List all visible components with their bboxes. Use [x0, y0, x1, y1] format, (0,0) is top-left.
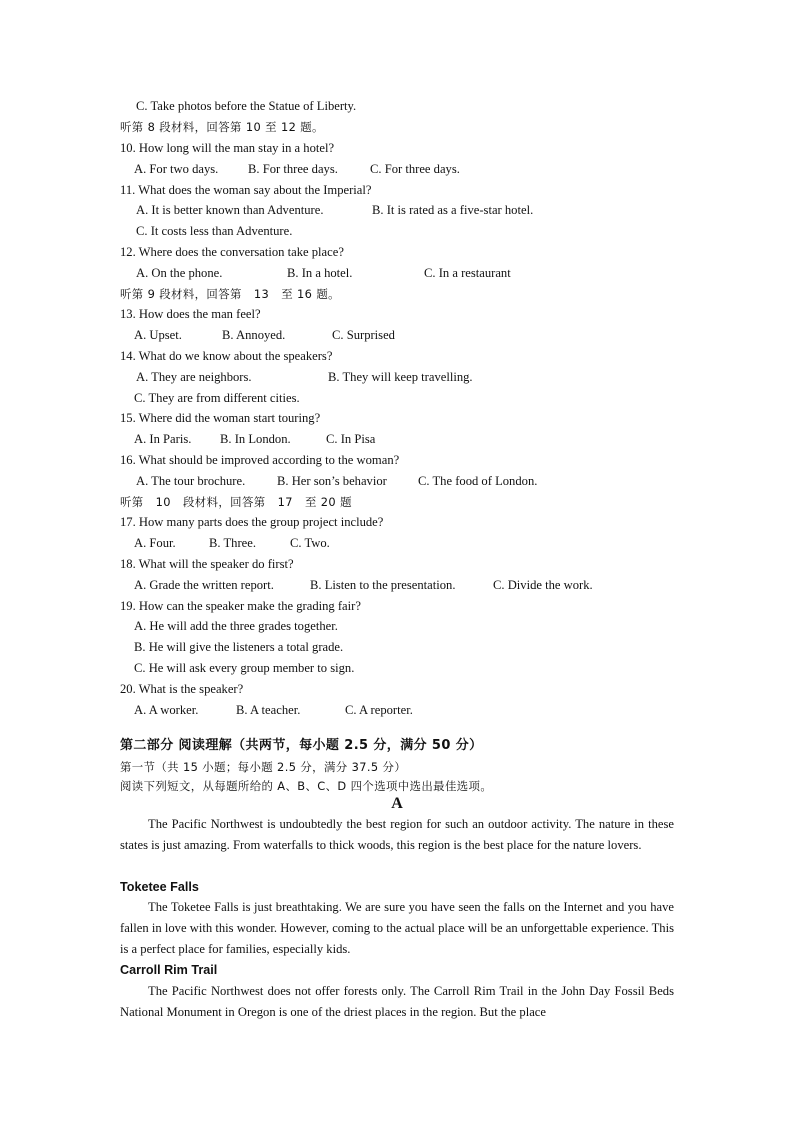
- q11-option-b: B. It is rated as a five-star hotel.: [372, 203, 534, 217]
- question-12: 12. Where does the conversation take place?: [120, 245, 344, 259]
- q18-option-b: B. Listen to the presentation.: [310, 578, 456, 592]
- question-15: 15. Where did the woman start touring?: [120, 411, 321, 425]
- q9-option-c: C. Take photos before the Statue of Liberty.: [136, 99, 357, 113]
- question-10: 10. How long will the man stay in a hotel?: [120, 141, 335, 155]
- q20-option-a: A. A worker.: [134, 703, 199, 717]
- section-9-instruction: 听第 9 段材料，回答第 13 至 16 题。: [120, 287, 340, 301]
- question-11: 11. What does the woman say about the Imperial?: [120, 183, 372, 197]
- heading-carroll-rim-trail: Carroll Rim Trail: [120, 963, 218, 977]
- q17-option-c: C. Two.: [290, 536, 330, 550]
- passage-paragraph-1: The Pacific Northwest is undoubtedly the best region for such an outdoor activity. The nature in these states is just amazing. From waterfalls to thick woods, this region is the best place for the nature lovers.: [120, 817, 674, 852]
- q10-option-c: C. For three days.: [370, 162, 460, 176]
- q16-option-b: B. Her son’s behavior: [277, 474, 387, 488]
- q19-option-a: A. He will add the three grades together.: [134, 619, 338, 633]
- question-17: 17. How many parts does the group project include?: [120, 515, 384, 529]
- q15-option-c: C. In Pisa: [326, 432, 376, 446]
- question-13: 13. How does the man feel?: [120, 307, 261, 321]
- question-19: 19. How can the speaker make the grading fair?: [120, 599, 361, 613]
- section-1-title: 第一节（共 15 小题；每小题 2.5 分，满分 37.5 分）: [120, 760, 407, 774]
- q12-option-c: C. In a restaurant: [424, 266, 511, 280]
- q13-option-b: B. Annoyed.: [222, 328, 286, 342]
- passage-letter: A: [391, 795, 403, 812]
- question-14: 14. What do we know about the speakers?: [120, 349, 333, 363]
- q10-option-a: A. For two days.: [134, 162, 219, 176]
- q11-option-c: C. It costs less than Adventure.: [136, 224, 293, 238]
- question-16: 16. What should be improved according to the woman?: [120, 453, 400, 467]
- q18-option-a: A. Grade the written report.: [134, 578, 274, 592]
- q16-option-a: A. The tour brochure.: [136, 474, 246, 488]
- passage-paragraph-2: The Toketee Falls is just breathtaking. We are sure you have seen the falls on the Internet and you have fallen in love with this wonder. However, coming to the actual place will be an unforgettable experience. This is a perfect place for families, especially kids.: [120, 900, 674, 956]
- q11-option-a: A. It is better known than Adventure.: [136, 203, 324, 217]
- section-10-instruction: 听第 10 段材料，回答第 17 至 20 题: [120, 495, 352, 509]
- q17-option-b: B. Three.: [209, 536, 256, 550]
- q10-option-b: B. For three days.: [248, 162, 338, 176]
- q12-option-a: A. On the phone.: [136, 266, 223, 280]
- q13-option-c: C. Surprised: [332, 328, 395, 342]
- q20-option-b: B. A teacher.: [236, 703, 301, 717]
- q12-option-b: B. In a hotel.: [287, 266, 353, 280]
- part-2-title: 第二部分 阅读理解（共两节，每小题 2.5 分，满分 50 分）: [120, 738, 483, 753]
- heading-toketee-falls: Toketee Falls: [120, 880, 199, 894]
- passage-paragraph-3: The Pacific Northwest does not offer forests only. The Carroll Rim Trail in the John Day Fossil Beds National Monument in Oregon is one of the driest places in the region. But the place: [120, 984, 674, 1019]
- q13-option-a: A. Upset.: [134, 328, 182, 342]
- question-18: 18. What will the speaker do first?: [120, 557, 294, 571]
- q14-option-c: C. They are from different cities.: [134, 391, 300, 405]
- reading-instruction: 阅读下列短文，从每题所给的 A、B、C、D 四个选项中选出最佳选项。: [120, 779, 493, 793]
- q20-option-c: C. A reporter.: [345, 703, 413, 717]
- q14-option-a: A. They are neighbors.: [136, 370, 252, 384]
- section-8-instruction: 听第 8 段材料，回答第 10 至 12 题。: [120, 120, 324, 134]
- q17-option-a: A. Four.: [134, 536, 176, 550]
- q19-option-c: C. He will ask every group member to sign.: [134, 661, 355, 675]
- q16-option-c: C. The food of London.: [418, 474, 538, 488]
- q15-option-a: A. In Paris.: [134, 432, 192, 446]
- q14-option-b: B. They will keep travelling.: [328, 370, 473, 384]
- question-20: 20. What is the speaker?: [120, 682, 244, 696]
- q18-option-c: C. Divide the work.: [493, 578, 593, 592]
- q19-option-b: B. He will give the listeners a total grade.: [134, 640, 344, 654]
- q15-option-b: B. In London.: [220, 432, 291, 446]
